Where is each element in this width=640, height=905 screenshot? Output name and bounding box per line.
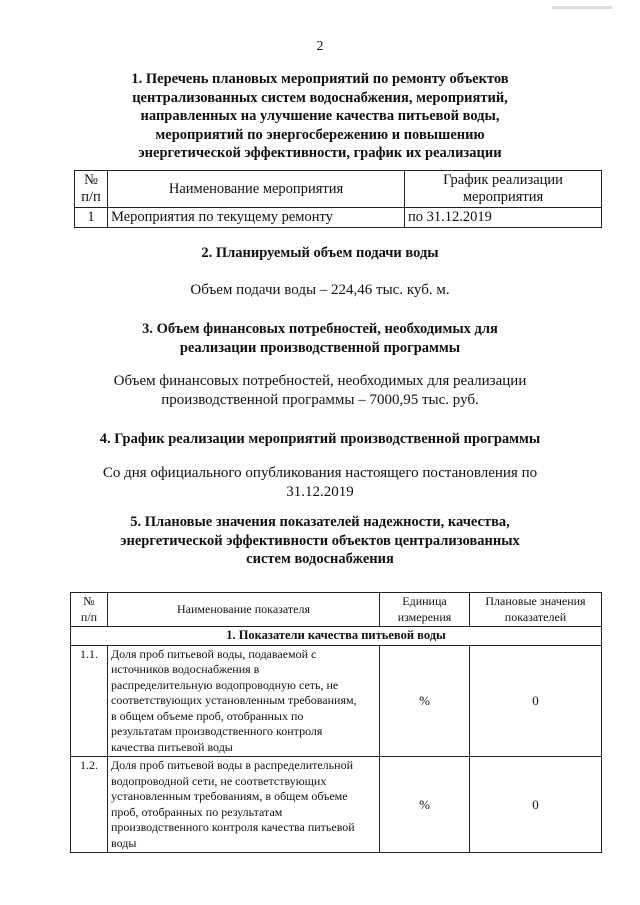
indicators-table	[70, 592, 602, 853]
cell-name-line: результатам производственного контроля	[111, 724, 323, 738]
header-text: показателей	[504, 609, 567, 624]
section4-title: 4. График реализации мероприятий производственной программы	[99, 431, 541, 447]
cell-name	[108, 757, 380, 853]
header-text: Единица	[402, 594, 447, 608]
header-text: №	[83, 594, 95, 608]
cell-unit: %	[380, 757, 470, 853]
cell-schedule: по 31.12.2019	[405, 208, 602, 228]
cell-name	[108, 645, 380, 757]
col-header-num	[75, 171, 108, 208]
subsection-title: 1. Показатели качества питьевой воды	[71, 627, 602, 646]
scan-artifact	[552, 6, 612, 9]
page-number: 2	[316, 39, 324, 54]
section5-title-line: энергетической эффективности объектов централизованных	[120, 532, 520, 549]
subsection-row	[71, 627, 602, 646]
header-text: График реализации	[443, 172, 563, 188]
section2-text: Объем подачи воды – 224,46 тыс. куб. м.	[190, 282, 450, 298]
section1-title-line: направленных на улучшение качества питьевой воды,	[140, 108, 500, 125]
cell-name-line: установленным требованиям, в общем объеме	[111, 789, 348, 803]
col-header-schedule	[405, 171, 602, 208]
cell-num: 1	[75, 208, 108, 228]
section1-title-line: мероприятий по энергосбережению и повышению	[155, 126, 485, 143]
section3-text	[0, 372, 640, 409]
cell-name-line: соответствующих установленным требованиям,	[111, 693, 357, 707]
col-header-name: Наименование мероприятия	[108, 171, 405, 208]
section5-title-line: систем водоснабжения	[246, 551, 394, 568]
cell-name-line: Доля проб питьевой воды, подаваемой с	[111, 646, 317, 661]
table-header-row	[71, 593, 602, 627]
section3-title-line: реализации производственной программы	[179, 339, 461, 356]
header-text: Плановые значения	[485, 594, 586, 608]
table-row	[71, 645, 602, 757]
header-text: измерения	[397, 609, 452, 624]
header-text: мероприятия	[462, 189, 544, 205]
section5-title	[0, 513, 640, 569]
header-text: №	[84, 172, 98, 188]
cell-name-line: воды	[111, 835, 137, 850]
section3-title	[0, 320, 640, 357]
cell-name: Мероприятия по текущему ремонту	[108, 208, 405, 228]
section1-title-line: энергетической эффективности, график их реализации	[138, 145, 502, 162]
section3-text-line: производственной программы – 7000,95 тыс. руб.	[161, 391, 479, 408]
section3-title-line: 3. Объем финансовых потребностей, необходимых для	[142, 321, 498, 337]
cell-unit: %	[380, 645, 470, 757]
cell-name-line: в общем объеме проб, отобранных по	[111, 708, 304, 723]
section1-title	[0, 70, 640, 163]
cell-value: 0	[470, 757, 602, 853]
col-header-unit	[380, 593, 470, 627]
table-row	[71, 757, 602, 853]
cell-name-line: производственного контроля качества питьевой	[111, 820, 355, 834]
cell-num: 1.1.	[71, 645, 108, 757]
cell-name-line: водопроводной сети, не соответствующих	[111, 773, 327, 788]
section4-text	[0, 464, 640, 501]
section4-text-line: Со дня официального опубликования настоящего постановления по	[102, 465, 538, 481]
section5-title-line: 5. Плановые значения показателей надежности, качества,	[130, 514, 510, 530]
cell-name-line: распределительную водопроводную сеть, не	[111, 677, 339, 692]
section3-text-line: Объем финансовых потребностей, необходимых для реализации	[113, 373, 527, 389]
section4-text-line: 31.12.2019	[286, 483, 354, 500]
cell-name-line: проб, отобранных по результатам	[111, 804, 283, 819]
col-header-name: Наименование показателя	[108, 593, 380, 627]
header-text: п/п	[80, 609, 98, 624]
section1-title-line: 1. Перечень плановых мероприятий по ремонту объектов	[131, 71, 509, 87]
table-row	[75, 208, 602, 228]
cell-name-line: Доля проб питьевой воды в распределительной	[111, 758, 353, 772]
cell-value: 0	[470, 645, 602, 757]
header-text: п/п	[81, 189, 101, 205]
measures-table	[74, 170, 602, 228]
cell-name-line: источников водоснабжения в	[111, 662, 260, 676]
cell-num: 1.2.	[71, 757, 108, 853]
cell-name-line: качества питьевой воды	[111, 739, 233, 754]
table-header-row	[75, 171, 602, 208]
section2-title: 2. Планируемый объем подачи воды	[201, 245, 439, 261]
section1-title-line: централизованных систем водоснабжения, мероприятий,	[132, 89, 508, 106]
col-header-value	[470, 593, 602, 627]
col-header-num	[71, 593, 108, 627]
